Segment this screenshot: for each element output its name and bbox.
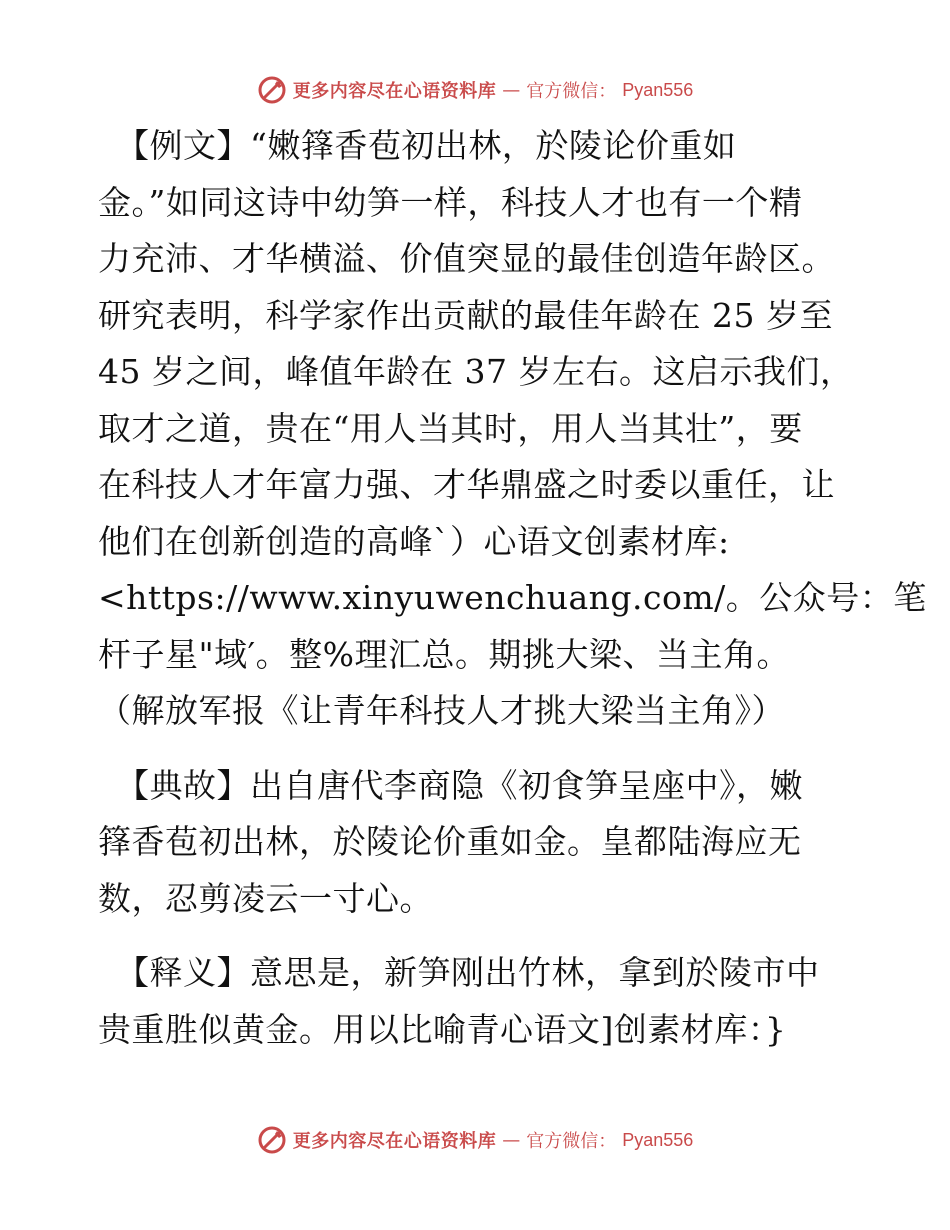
text-line: 力充沛、才华横溢、价值突显的最佳创造年龄区。 <box>98 239 835 278</box>
watermark-contact-id: Pyan556 <box>622 79 694 100</box>
watermark-dash: — <box>502 79 521 101</box>
text-line: 【例文】“嫩箨香苞初出林，於陵论价重如 <box>116 126 737 165</box>
text-line: 取才之道，贵在“用人当其时，用人当其壮”，要 <box>98 408 803 448</box>
text-line: 研究表明，科学家作出贡献的最佳年龄在 25 岁至 <box>98 295 833 335</box>
watermark-contact-label: 官方微信： <box>526 1131 617 1152</box>
header-watermark <box>0 70 950 110</box>
text-line: 他们在创新创造的高峰`）心语文创素材库: <box>98 521 730 561</box>
brush-logo-icon <box>257 1125 287 1155</box>
document-body <box>98 118 927 1058</box>
text-line: 【典故】出自唐代李商隐《初食笋呈座中》，嫩 <box>116 765 803 805</box>
allusion-paragraph <box>98 758 858 928</box>
text-line: 【释义】意思是，新笋刚出竹林，拿到於陵市中 <box>116 953 820 992</box>
watermark-text: 更多内容尽在心语资料库 <box>292 81 497 102</box>
text-line: 杆子星"域′。整%理汇总。期挑大梁、当主角。 <box>98 634 791 674</box>
text-line: 在科技人才年富力强、才华鼎盛之时委以重任，让 <box>98 465 835 504</box>
text-line: 45 岁之间，峰值年龄在 37 岁左右。这启示我们， <box>98 352 854 391</box>
brush-logo-icon <box>257 75 287 105</box>
text-line: 金。”如同这诗中幼笋一样，科技人才也有一个精 <box>98 182 803 222</box>
watermark-contact-id: Pyan556 <box>622 1129 694 1150</box>
footer-watermark <box>0 1120 950 1160</box>
text-line: 贵重胜似黄金。用以比喻青心语文]创素材库：} <box>98 1009 787 1049</box>
text-line: <https://www.xinyuwenchuang.com/。公众号：笔 <box>98 578 927 617</box>
text-line: 数，忍剪凌云一寸心。 <box>98 878 433 918</box>
watermark-dash: — <box>502 1129 521 1151</box>
watermark-text: 更多内容尽在心语资料库 <box>292 1131 497 1152</box>
text-line: 箨香苞初出林，於陵论价重如金。皇都陆海应无 <box>98 822 802 861</box>
watermark-contact-label: 官方微信： <box>526 81 617 102</box>
example-paragraph <box>98 118 927 740</box>
text-line: （解放军报《让青年科技人才挑大梁当主角》） <box>98 691 785 730</box>
definition-paragraph <box>98 945 858 1058</box>
